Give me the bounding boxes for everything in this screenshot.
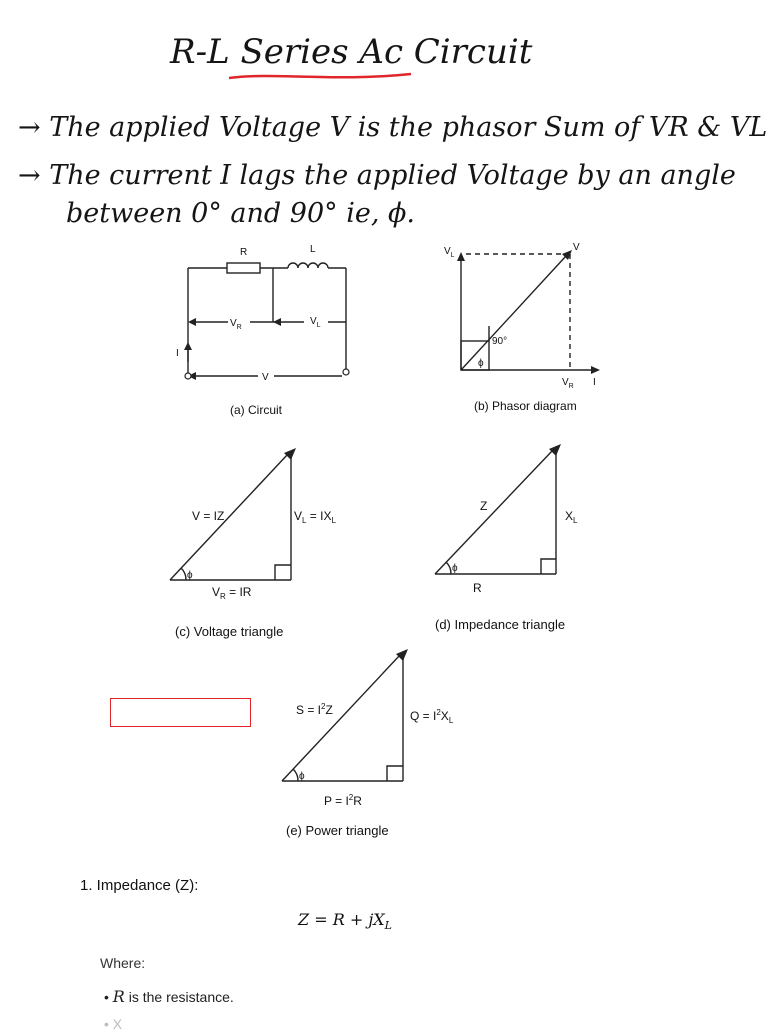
circuit-caption: (a) Circuit bbox=[230, 403, 283, 417]
power-caption: (e) Power triangle bbox=[286, 823, 389, 838]
impedance-formula: $Z = R + jX_L$ bbox=[298, 910, 392, 933]
page-title: R-L Series Ac Circuit bbox=[170, 32, 533, 72]
power-phi: ϕ bbox=[299, 771, 305, 782]
phasor-label-vl: $V_L$ bbox=[444, 246, 455, 259]
circuit-label-r: R bbox=[240, 247, 248, 258]
voltage-hyp-label: V = IZ bbox=[192, 509, 225, 523]
circuit-diagram bbox=[170, 238, 370, 428]
circuit-label-v: V bbox=[262, 372, 269, 383]
voltage-caption: (c) Voltage triangle bbox=[175, 624, 284, 639]
list-item: • X bbox=[104, 1016, 123, 1032]
circuit-label-l: L bbox=[310, 244, 316, 255]
impedance-phi: ϕ bbox=[452, 563, 458, 574]
circuit-label-i: I bbox=[176, 348, 179, 359]
phasor-label-angle: 90° bbox=[492, 336, 508, 347]
impedance-hyp-label: Z bbox=[480, 499, 488, 513]
circuit-label-vl: $V_L$ bbox=[310, 316, 321, 329]
title-underline bbox=[225, 70, 415, 84]
circuit-label-vr: $V_R$ bbox=[230, 318, 242, 331]
list-item: • R is the resistance. bbox=[104, 987, 234, 1006]
phasor-diagram bbox=[440, 238, 620, 418]
voltage-phi: ϕ bbox=[187, 570, 193, 581]
phasor-label-vr: $V_R$ bbox=[562, 377, 574, 390]
power-hyp-label: $S = I^2Z$ bbox=[296, 702, 333, 717]
impedance-vert-label: $X_L$ bbox=[565, 509, 578, 525]
annotation-box bbox=[110, 698, 251, 727]
impedance-base-label: R bbox=[473, 581, 482, 595]
power-triangle bbox=[270, 645, 490, 845]
impedance-triangle bbox=[425, 440, 625, 650]
voltage-triangle bbox=[160, 440, 380, 650]
note-applied-voltage: → The applied Voltage V is the phasor Sum of VR & VL bbox=[18, 112, 768, 143]
impedance-caption: (d) Impedance triangle bbox=[435, 617, 566, 632]
voltage-base-label: $V_R$ = IR bbox=[212, 585, 252, 601]
phasor-label-phi: ϕ bbox=[478, 358, 484, 369]
where-label: Where: bbox=[100, 955, 146, 971]
phasor-label-i: I bbox=[593, 377, 596, 388]
note-current-lags: → The current I lags the applied Voltage by an angle bbox=[18, 160, 736, 191]
power-base-label: $P = I^2R$ bbox=[324, 793, 362, 808]
phasor-label-v: V bbox=[573, 242, 580, 253]
note-angle-range: between 0° and 90° ie, ϕ. bbox=[66, 198, 415, 229]
phasor-caption: (b) Phasor diagram bbox=[474, 399, 577, 413]
power-vert-label: $Q = I^2X_L$ bbox=[410, 708, 454, 725]
section-heading: 1. Impedance (Z): bbox=[80, 877, 199, 894]
voltage-vert-label: $V_L = IX_L$ bbox=[294, 509, 336, 525]
